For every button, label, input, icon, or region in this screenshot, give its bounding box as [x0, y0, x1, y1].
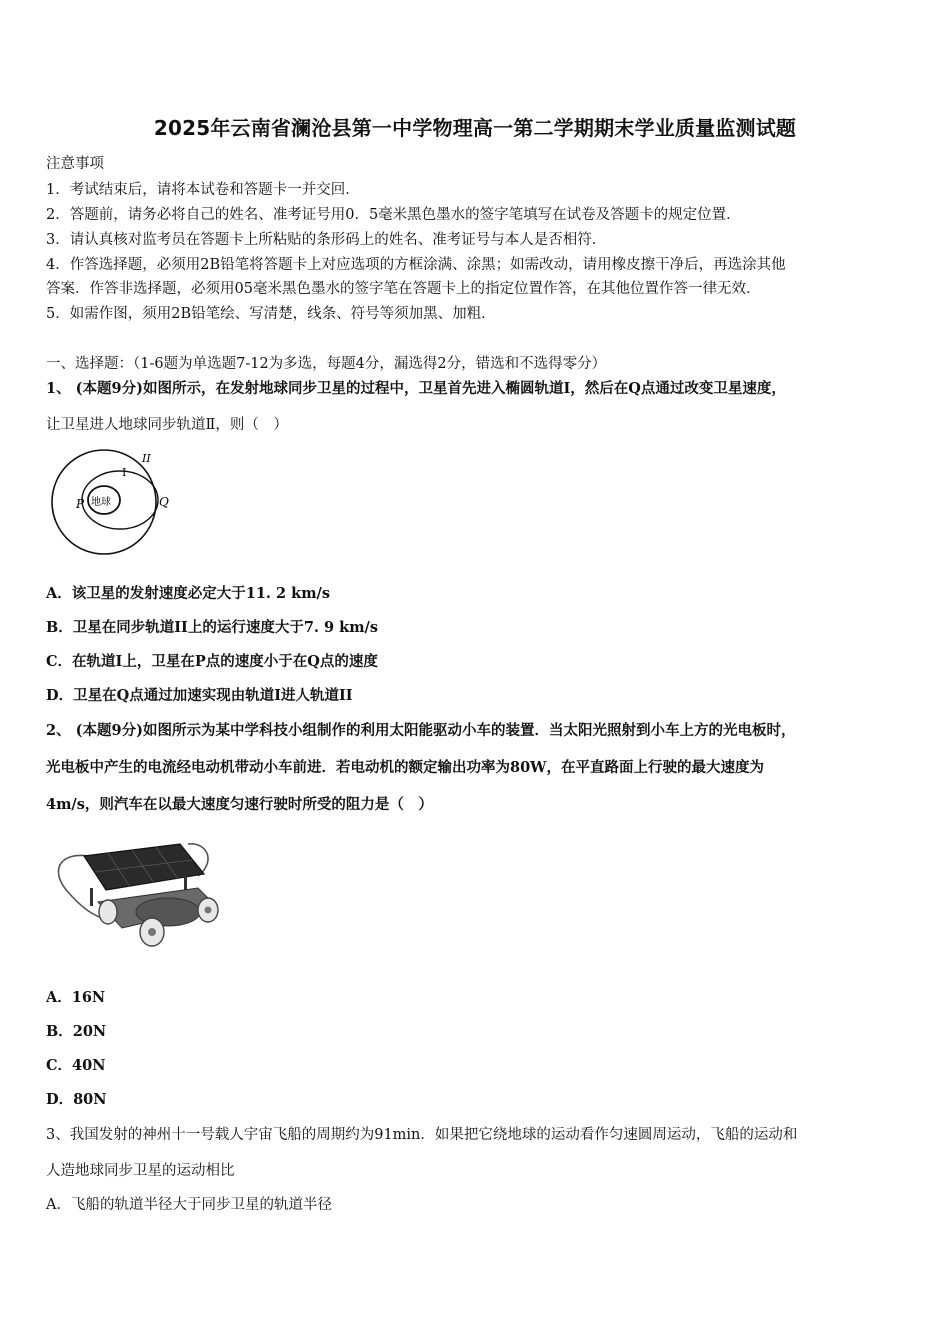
question-3-text: 3、我国发射的神州十一号载人宇宙飞船的周期约为91min．如果把它绕地球的运动看作匀速圆周运动，飞船的运动和	[46, 1127, 798, 1143]
question-2-text: 光电板中产生的电流经电动机带动小车前进．若电动机的额定输出功率为80W，在平直路面上行驶的最大速度为	[46, 759, 764, 776]
option-b: B．20N	[46, 1023, 107, 1040]
wheel	[99, 900, 117, 924]
question-3-text: 人造地球同步卫星的运动相比	[46, 1163, 235, 1179]
question-2-text: 4m/s，则汽车在以最大速度匀速行驶时所受的阻力是（ ）	[46, 796, 433, 813]
orbit-ii-label: II	[142, 452, 151, 465]
option-c: C．40N	[46, 1057, 106, 1074]
section-heading: 一、选择题：（1-6题为单选题7-12为多选，每题4分，漏选得2分，错选和不选得零分）	[46, 356, 607, 372]
option-d: D．80N	[46, 1091, 107, 1108]
page-title: 2025年云南省澜沧县第一中学物理高一第二学期期末学业质量监测试题	[153, 116, 797, 140]
orbit-i-label: I	[122, 466, 127, 479]
option-a: A．16N	[46, 989, 106, 1006]
notice-heading: 注意事项	[46, 156, 104, 172]
option-a: A．飞船的轨道半径大于同步卫星的轨道半径	[46, 1197, 332, 1213]
option-b: B．卫星在同步轨道II上的运行速度大于7. 9 km/s	[46, 619, 378, 636]
notice-item: 5．如需作图，须用2B铅笔绘、写清楚，线条、符号等须加黑、加粗．	[46, 306, 496, 322]
point-p-label: P	[76, 497, 85, 511]
notice-item: 答案．作答非选择题，必须用05毫米黑色墨水的签字笔在答题卡上的指定位置作答，在其他位置作答一律无效．	[46, 281, 761, 297]
option-d: D．卫星在Q点通过加速实现由轨道I进人轨道II	[46, 687, 353, 704]
orbit-diagram	[46, 446, 176, 558]
earth-label: 地球	[91, 497, 111, 508]
notice-item: 4．作答选择题，必须用2B铅笔将答题卡上对应选项的方框涂满、涂黑；如需改动，请用橡皮擦干净后，再选涂其他	[46, 257, 786, 273]
point-q-label: Q	[159, 495, 169, 509]
solar-car-image	[48, 832, 223, 950]
question-1-text: 1、 (本题9分)如图所示，在发射地球同步卫星的过程中，卫星首先进入椭圆轨道I，然后在Q点通过改变卫星速度，	[46, 380, 786, 397]
notice-item: 3．请认真核对监考员在答题卡上所粘贴的条形码上的姓名、准考证号与本人是否相符．	[46, 232, 607, 248]
option-c: C．在轨道I上，卫星在P点的速度小于在Q点的速度	[46, 653, 378, 670]
notice-item: 1．考试结束后，请将本试卷和答题卡一并交回．	[46, 182, 360, 198]
notice-item: 2．答题前，请务必将自己的姓名、准考证号用0．5毫米黑色墨水的签字笔填写在试卷及答题卡的规定位置．	[46, 207, 741, 223]
question-1-text: 让卫星进人地球同步轨道Ⅱ，则（ ）	[46, 417, 288, 433]
option-a: A．该卫星的发射速度必定大于11. 2 km/s	[46, 585, 331, 602]
question-2-text: 2、 (本题9分)如图所示为某中学科技小组制作的利用太阳能驱动小车的装置．当太阳光照射到小车上方的光电板时，	[46, 722, 796, 739]
